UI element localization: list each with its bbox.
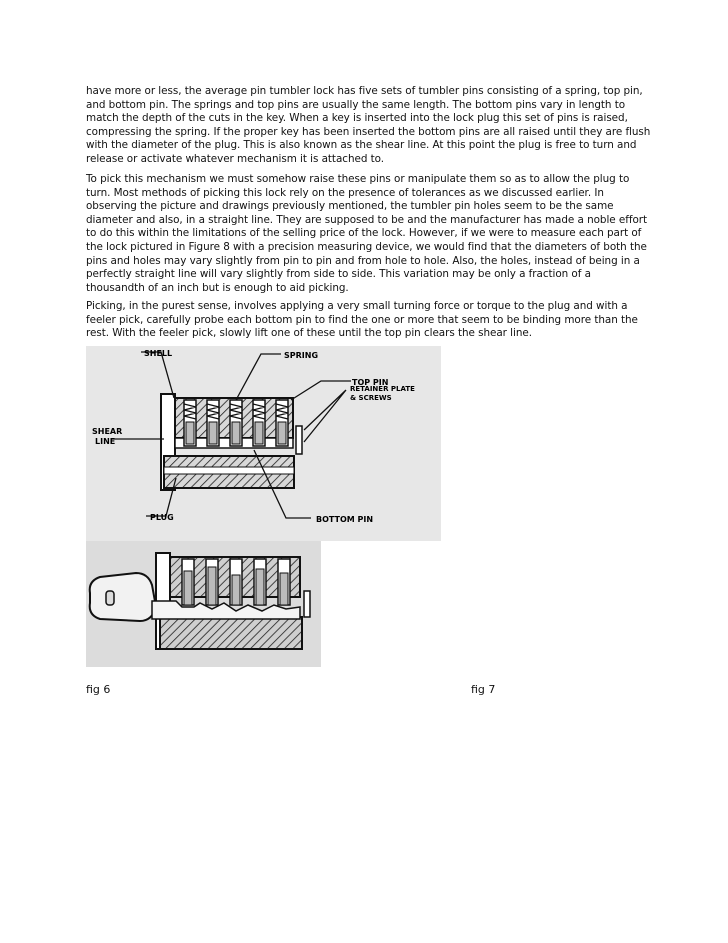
label-shear: SHEAR [92, 427, 123, 436]
label-spring: SPRING [284, 351, 319, 360]
label-retainer-plate: RETAINER PLATE [350, 385, 415, 393]
label-top-pin: TOP PIN [352, 378, 389, 387]
label-screws: & SCREWS [350, 394, 392, 402]
label-plug: PLUG [150, 513, 174, 522]
body-paragraph: have more or less, the average pin tumbler lock has five sets of tumbler pins consisting of a spring, top pin, and bottom pin. The springs and top pins are usually the same length. The bottom pins vary in length to match the depth of the cuts in the key. When a key is inserted into the lock plug this set of pins is raised, compressing the spring. If the proper key has been inserted the bottom pins are all raised until they are flush with the diameter of the plug. This is also known as the shear line. At this point the plug is free to turn and release or activate whatever mechanism it is attached to. [86, 85, 651, 165]
figure-6-caption: fig 6 [86, 683, 111, 696]
label-bottom-pin: BOTTOM PIN [316, 515, 374, 524]
lock-cross-section-diagram [86, 346, 441, 541]
label-line: LINE [95, 437, 116, 446]
body-paragraph: To pick this mechanism we must somehow raise these pins or manipulate them so as to allow the plug to turn. Most methods of picking this lock rely on the presence of tolerances as we discussed earlier. In observing the picture and drawings previously mentioned, the tumbler pin holes seem to be the same diameter and also, in a straight line. They are supposed to be and the manufacturer has made a noble effort to do this within the limitations of the selling price of the lock. However, if we were to measure each part of the lock pictured in Figure 8 with a precision measuring device, we would find that the diameters of both the pins and holes may vary slightly from pin to pin and from hole to hole. Also, the holes, instead of being in a perfectly straight line will vary slightly from side to side. This variation may be only a fraction of a thousandth of an inch but is enough to aid picking. [86, 173, 648, 294]
plug [160, 617, 302, 649]
figure-7-caption: fig 7 [471, 683, 496, 696]
plug [164, 456, 294, 488]
label-shell: SHELL [144, 349, 173, 358]
key-hole [106, 591, 114, 605]
body-paragraph: Picking, in the purest sense, involves applying a very small turning force or torque to the plug and with a feeler pick, carefully probe each bottom pin to find the one or more that seem to be binding more than the rest. With the feeler pick, slowly lift one of these until the top pin clears the shear line. [86, 300, 638, 340]
key-bow [90, 573, 156, 621]
key-in-lock-illustration [86, 541, 321, 667]
